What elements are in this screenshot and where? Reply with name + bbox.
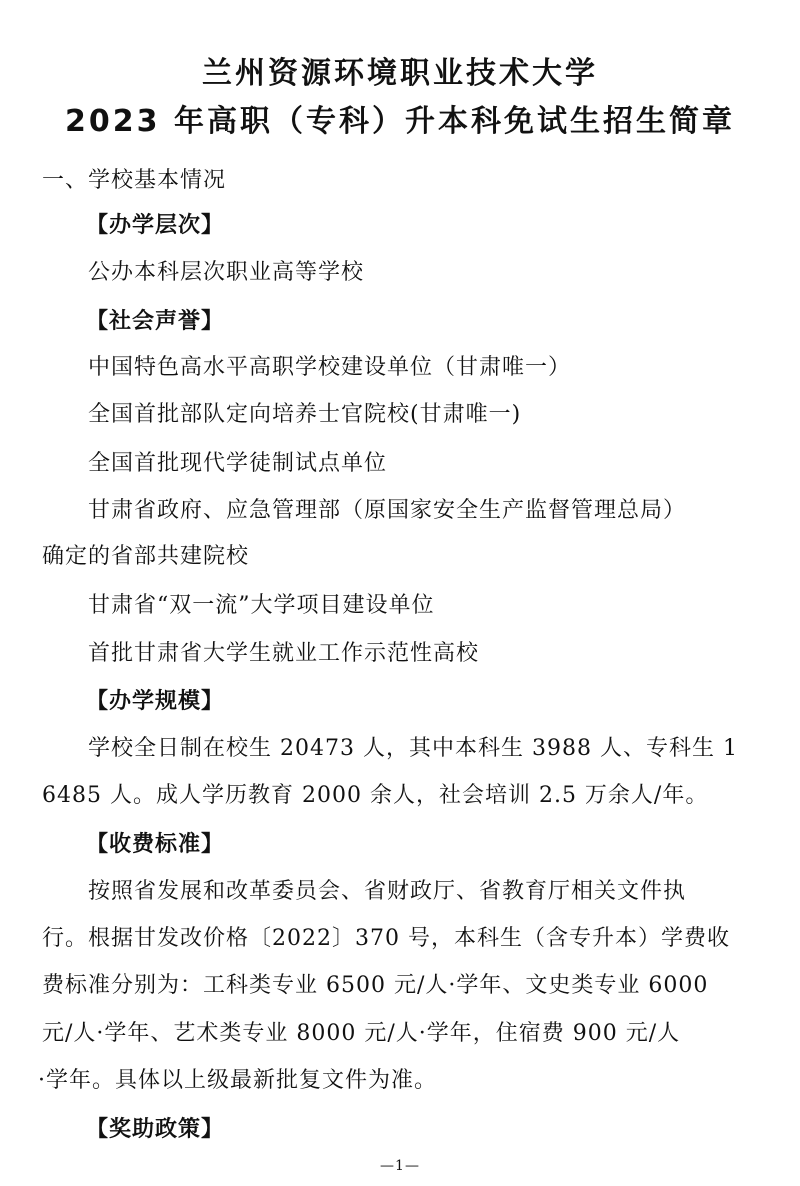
- reputation-item: 全国首批现代学徒制试点单位: [88, 451, 388, 476]
- document-title-brochure: 2023 年高职（专科）升本科免试生招生简章: [65, 104, 735, 139]
- level-text: 公办本科层次职业高等学校: [88, 260, 365, 285]
- fees-paragraph-line: 元/人·学年、艺术类专业 8000 元/人·学年，住宿费 900 元/人: [42, 1021, 681, 1046]
- reputation-item: 首批甘肃省大学生就业工作示范性高校: [88, 641, 480, 666]
- section-heading-basic-info: 一、学校基本情况: [42, 168, 227, 193]
- reputation-item: 全国首批部队定向培养士官院校(甘肃唯一): [88, 402, 522, 427]
- subheading-fees: 【收费标准】: [86, 831, 225, 857]
- scale-paragraph-line: 6485 人。成人学历教育 2000 余人，社会培训 2.5 万余人/年。: [42, 783, 709, 808]
- fees-paragraph-line: ·学年。具体以上级最新批复文件为准。: [38, 1068, 437, 1093]
- subheading-level: 【办学层次】: [86, 212, 225, 238]
- reputation-item-continued: 确定的省部共建院校: [42, 544, 250, 569]
- reputation-item: 中国特色高水平高职学校建设单位（甘肃唯一）: [88, 355, 572, 380]
- page-number: —1—: [380, 1158, 420, 1174]
- fees-paragraph-line: 按照省发展和改革委员会、省财政厅、省教育厅相关文件执: [88, 879, 687, 904]
- document-title-school: 兰州资源环境职业技术大学: [202, 56, 598, 91]
- scale-paragraph-line: 学校全日制在校生 20473 人，其中本科生 3988 人、专科生 1: [88, 736, 738, 761]
- reputation-item: 甘肃省政府、应急管理部（原国家安全生产监督管理总局）: [88, 498, 687, 523]
- fees-paragraph-line: 行。根据甘发改价格〔2022〕370 号，本科生（含专升本）学费收: [42, 926, 730, 951]
- subheading-scale: 【办学规模】: [86, 688, 225, 714]
- subheading-aid: 【奖助政策】: [86, 1116, 225, 1142]
- subheading-reputation: 【社会声誉】: [86, 308, 225, 334]
- fees-paragraph-line: 费标准分别为：工科类专业 6500 元/人·学年、文史类专业 6000: [42, 973, 709, 998]
- reputation-item: 甘肃省“双一流”大学项目建设单位: [88, 593, 435, 618]
